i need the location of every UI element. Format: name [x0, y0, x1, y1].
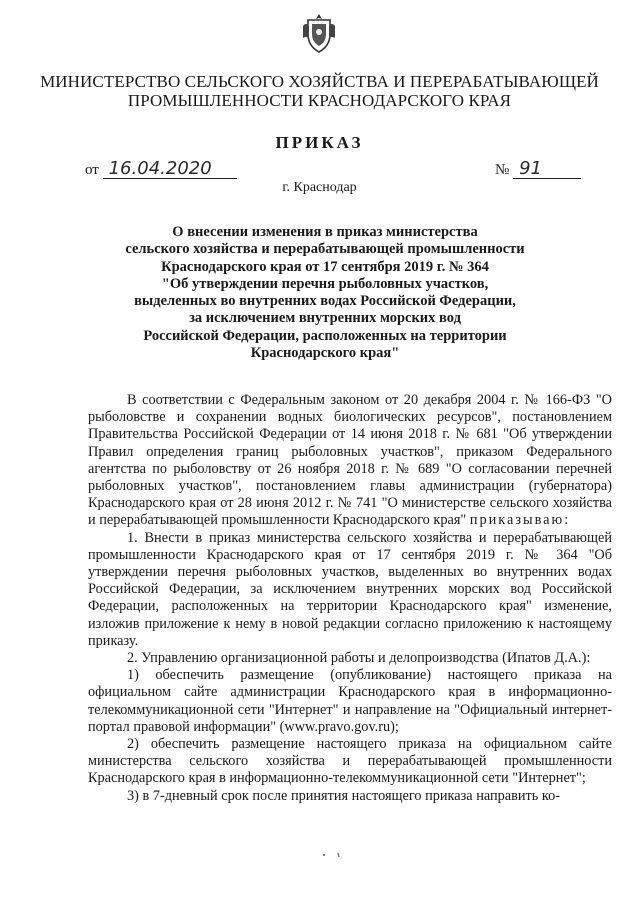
document-type: ПРИКАЗ — [275, 133, 364, 152]
title-line: Краснодарского края от 17 сентября 2019 г. № 364 — [161, 258, 489, 275]
date-value: 16.04.2020 — [103, 160, 237, 179]
preamble-paragraph — [88, 392, 612, 530]
title-line: Краснодарского края" — [250, 345, 400, 362]
ministry-name-line-2: ПРОМЫШЛЕННОСТИ КРАСНОДАРСКОГО КРАЯ — [127, 91, 512, 110]
title-line: "Об утверждении перечня рыболовных участков, — [161, 275, 489, 292]
item-2-2-paragraph: 2) обеспечить размещение настоящего приказа на официальном сайте министерства сельского хозяйства и перерабатывающей промышленности Краснодарского края в информационно-телекоммуникационной сети "Интернет"; — [88, 736, 612, 787]
title-line: за исключением внутренних морских вод — [189, 310, 461, 327]
item-2-paragraph: 2. Управлению организационной работы и делопроизводства (Ипатов Д.А.): — [127, 650, 591, 667]
title-line: Российской Федерации, расположенных на территории — [143, 327, 507, 344]
preamble-text: В соответствии с Федеральным законом от 20 декабря 2004 г. № 166-ФЗ "О рыболовстве и сохранении водных биологических ресурсов", постановлением Правительства Российской Федерации от 14 июня 2018 г. № 681 "Об утверждении Правил определения границ рыболовных участков", приказом Федерального агентства по рыболовству от 26 ноября 2018 г. № 689 "О согласовании перечней рыболовных участков", постановлением главы администрации (губернатора) Краснодарского края от 28 июня 2012 г. № 741 "О министерстве сельского хозяйства и перерабатывающей промышленности Краснодарского края" — [88, 392, 612, 529]
number-value: 91 — [513, 160, 581, 179]
number-field — [495, 160, 581, 179]
item-2-3-paragraph: 3) в 7-дневный срок после принятия настоящего приказа направить ко- — [127, 787, 561, 804]
item-2-1-paragraph: 1) обеспечить размещение (опубликование) настоящего приказа на официальном сайте администрации Краснодарского края в информационно-телекоммуникационной сети "Интернет" и направление на "Официальный интернет-портал правовой информации" (www.pravo.gov.ru); — [88, 667, 612, 735]
order-word: приказываю: — [469, 512, 571, 529]
item-1-paragraph: 1. Внести в приказ министерства сельского хозяйства и перерабатывающей промышленности Краснодарского края от 17 сентября 2019 г. № 364 "Об утверждении перечня рыболовных участков, выделенных во внутренних водах Российской Федерации, за исключением внутренних морских вод Российской Федерации, расположенных на территории Краснодарского края" изменение, изложив приложение к нему в новой редакции согласно приложению к настоящему приказу. — [88, 529, 612, 649]
title-line: сельского хозяйства и перерабатывающей промышленности — [125, 241, 525, 258]
coat-of-arms-icon — [300, 12, 338, 54]
title-line: О внесении изменения в приказ министерства — [172, 224, 478, 240]
scan-mark-icon — [320, 852, 350, 858]
ministry-name-line-1: МИНИСТЕРСТВО СЕЛЬСКОГО ХОЗЯЙСТВА И ПЕРЕРАБАТЫВАЮЩЕЙ — [40, 72, 599, 91]
document-body — [88, 392, 612, 805]
city: г. Краснодар — [282, 180, 357, 195]
document-title — [120, 224, 530, 362]
number-prefix: № — [495, 162, 510, 178]
date-field — [85, 160, 237, 179]
date-prefix: от — [85, 162, 99, 178]
title-line: выделенных во внутренних водах Российской Федерации, — [134, 293, 516, 310]
